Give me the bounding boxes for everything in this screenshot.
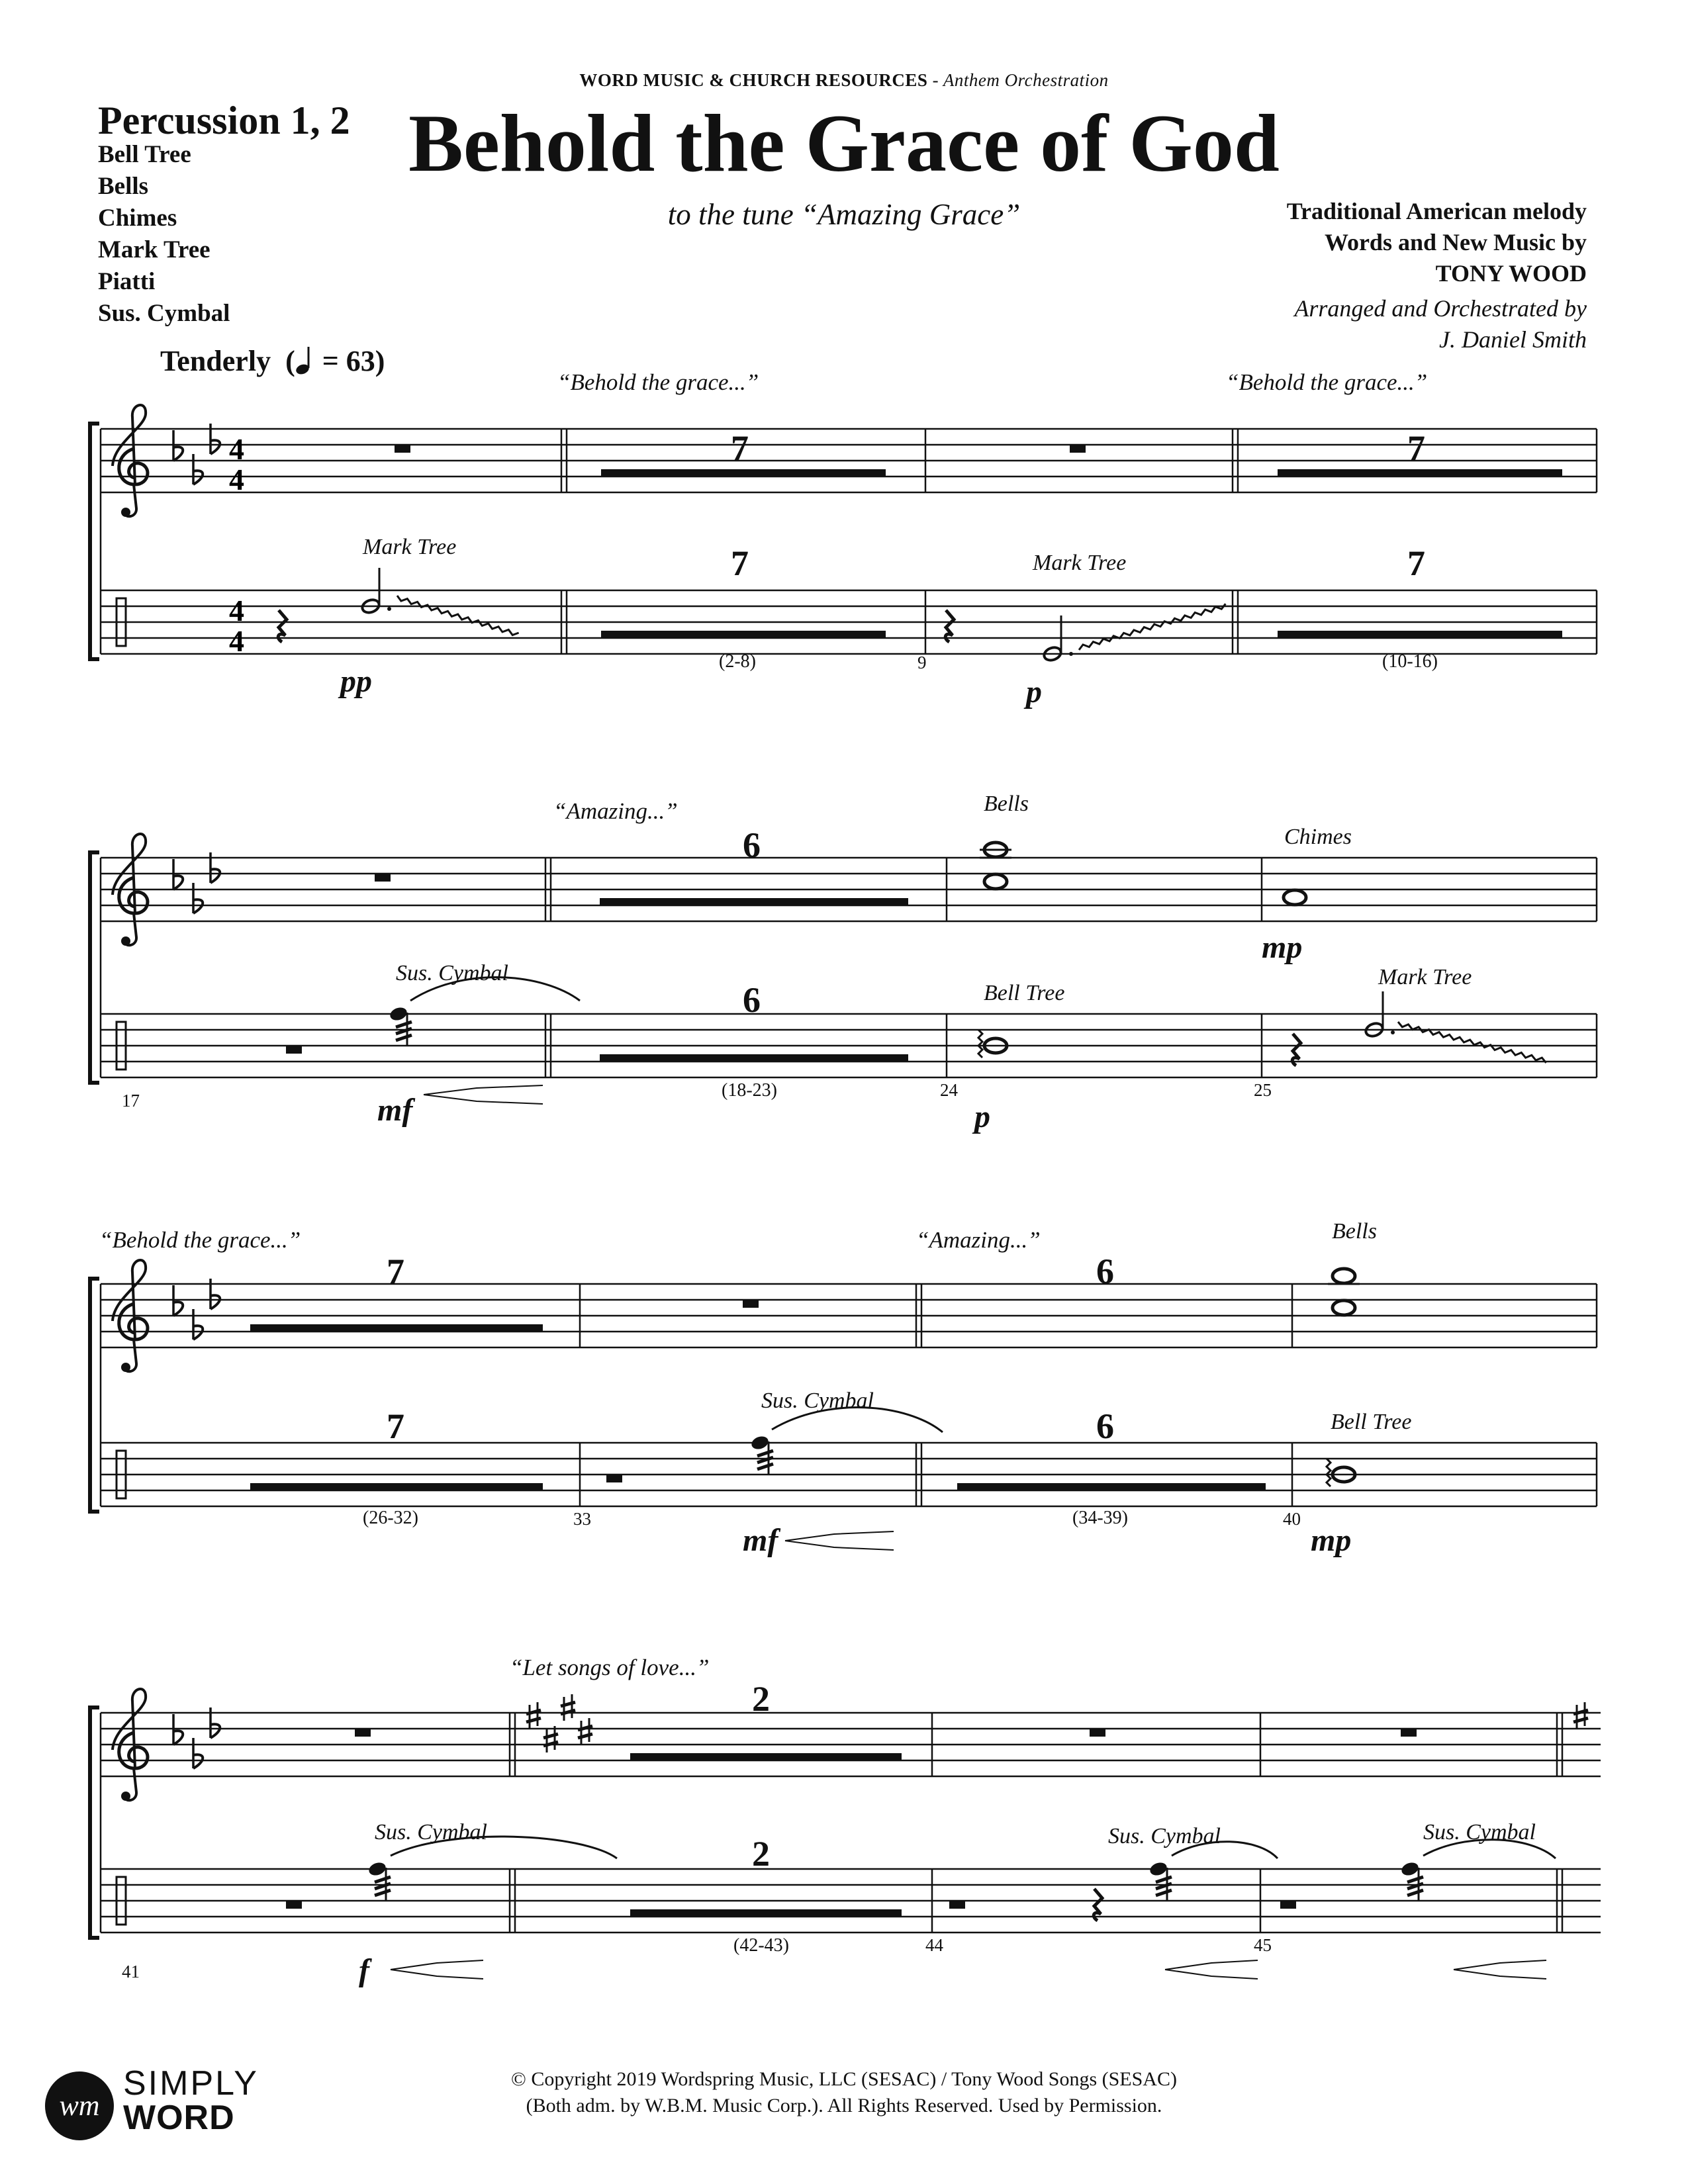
song-subtitle: to the tune “Amazing Grace” (667, 198, 1021, 231)
song-title: Behold the Grace of God (408, 98, 1280, 189)
measure-number: 40 (1283, 1509, 1301, 1529)
instrument-bells: Bells (98, 173, 149, 200)
measure-range: (34-39) (1072, 1508, 1128, 1528)
instrument-label: Sus. Cymbal (1423, 1820, 1536, 1844)
copyright-line: © Copyright 2019 Wordspring Music, LLC (SESAC) / Tony Wood Songs (SESAC) (511, 2068, 1177, 2090)
logo-line: SIMPLY (123, 2064, 259, 2103)
system-4 (90, 1689, 1601, 1979)
measure-number: 9 (917, 653, 927, 672)
instrument-label: Sus. Cymbal (761, 1388, 874, 1413)
logo-mark: wm (59, 2089, 100, 2122)
series-name: - Anthem Orchestration (932, 70, 1109, 90)
instrument-sus-cymbal: Sus. Cymbal (98, 300, 230, 327)
instrument-piatti: Piatti (98, 268, 156, 295)
dynamic-marking: mf (743, 1523, 778, 1558)
measure-number: 33 (573, 1509, 591, 1529)
dynamic-marking: pp (340, 664, 372, 699)
dynamic-marking: mp (1262, 930, 1303, 965)
cue-text: “Behold the grace...” (1226, 369, 1428, 395)
multi-rest-count: 7 (1407, 543, 1425, 583)
simply-word-logo-text (123, 2066, 259, 2135)
instrument-label: Sus. Cymbal (396, 961, 508, 985)
multi-rest-count: 6 (1096, 1251, 1114, 1291)
simply-word-logo-icon (44, 2070, 115, 2142)
instrument-label: Mark Tree (363, 535, 457, 559)
instrument-label: Mark Tree (1378, 965, 1472, 989)
multi-rest-count: 6 (743, 825, 761, 865)
measure-number: 24 (940, 1080, 958, 1100)
instrument-label: Bell Tree (984, 981, 1065, 1005)
cue-text: “Amazing...” (916, 1227, 1041, 1253)
instrument-chimes: Chimes (98, 205, 177, 232)
copyright-line: (Both adm. by W.B.M. Music Corp.). All Rights Reserved. Used by Permission. (526, 2095, 1162, 2116)
measure-range: (18-23) (722, 1080, 777, 1101)
credit-composer: TONY WOOD (1435, 260, 1587, 287)
dynamic-marking: mf (377, 1093, 413, 1128)
credit-words-music: Words and New Music by (1324, 229, 1587, 255)
multi-rest-count: 2 (752, 1679, 770, 1719)
dynamic-marking: f (359, 1953, 369, 1988)
measure-number: 44 (925, 1935, 943, 1955)
part-title: Percussion 1, 2 (98, 99, 350, 142)
multi-rest-count: 7 (1407, 428, 1425, 468)
measure-number: 17 (122, 1091, 140, 1111)
instrument-label: Sus. Cymbal (1108, 1824, 1221, 1848)
multi-rest-count: 6 (743, 980, 761, 1020)
tempo-text: Tenderly (160, 345, 271, 377)
cue-text: “Behold the grace...” (99, 1227, 301, 1253)
multi-rest-count: 7 (387, 1406, 404, 1446)
instrument-mark-tree: Mark Tree (98, 236, 211, 263)
svg-text:4: 4 (229, 432, 244, 466)
instrument-bell-tree: Bell Tree (98, 141, 191, 168)
cue-text: “Let songs of love...” (510, 1655, 710, 1680)
svg-text:4: 4 (229, 463, 244, 496)
measure-number: 45 (1254, 1935, 1272, 1955)
credit-arranger: J. Daniel Smith (1439, 326, 1587, 353)
svg-text:4: 4 (229, 624, 244, 658)
credit-arranged: Arranged and Orchestrated by (1294, 295, 1587, 322)
measure-range: (26-32) (363, 1508, 418, 1528)
svg-text:4: 4 (229, 594, 244, 627)
credit-melody: Traditional American melody (1286, 198, 1587, 224)
tempo-marking: Tenderly ( = 63) (160, 345, 385, 377)
cue-text: “Behold the grace...” (557, 369, 759, 395)
instrument-label: Sus. Cymbal (375, 1820, 487, 1844)
instrument-label: Bell Tree (1331, 1410, 1412, 1434)
measure-range: (2-8) (719, 651, 756, 672)
tempo-value: = 63 (322, 345, 375, 377)
multi-rest-count: 6 (1096, 1406, 1114, 1446)
logo-line: WORD (123, 2099, 235, 2137)
dynamic-marking: p (1026, 674, 1042, 709)
instrument-label: Mark Tree (1033, 551, 1127, 575)
system-2 (90, 834, 1597, 1104)
instrument-label: Bells (984, 792, 1029, 816)
measure-range: (10-16) (1382, 651, 1438, 672)
multi-rest-count: 7 (731, 543, 749, 583)
multi-rest-count: 2 (752, 1834, 770, 1874)
instrument-label: Chimes (1284, 825, 1352, 849)
cue-text: “Amazing...” (553, 798, 678, 824)
system-1 (90, 405, 1597, 662)
measure-number: 25 (1254, 1080, 1272, 1100)
multi-rest-count: 7 (387, 1251, 404, 1291)
measure-number: 41 (122, 1962, 140, 1981)
instrument-label: Bells (1332, 1219, 1377, 1244)
dynamic-marking: p (974, 1099, 990, 1134)
dynamic-marking: mp (1311, 1523, 1352, 1558)
publisher-name: WORD MUSIC & CHURCH RESOURCES (579, 70, 928, 90)
multi-rest-count: 7 (731, 428, 749, 468)
measure-range: (42-43) (733, 1935, 789, 1956)
